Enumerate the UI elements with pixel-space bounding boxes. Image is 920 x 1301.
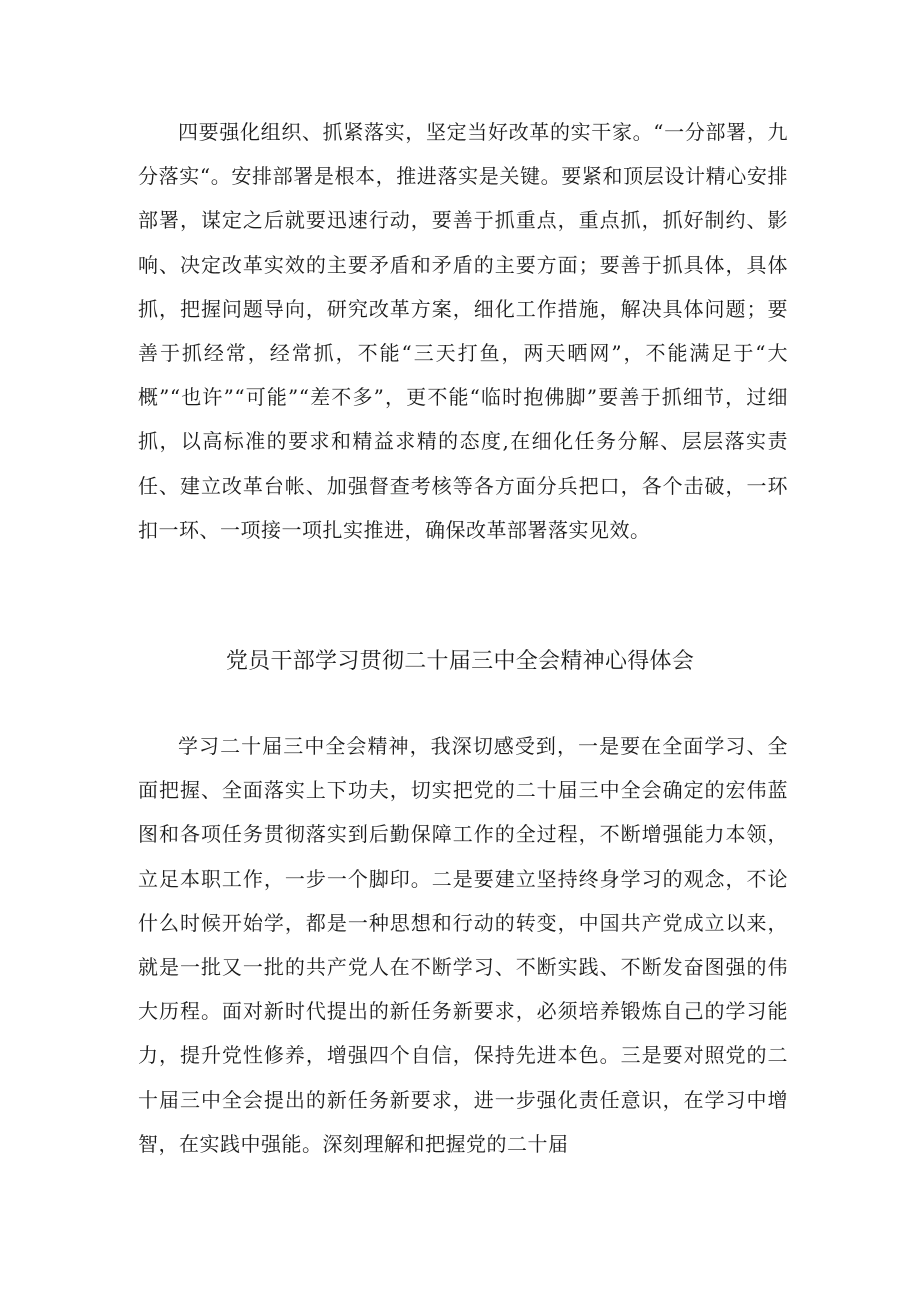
section-title: 党员干部学习贯彻二十届三中全会精神心得体会 xyxy=(225,649,695,674)
body-paragraph-2: 学习二十届三中全会精神，我深切感受到，一是要在全面学习、全面把握、全面落实上下功夫，切实把党的二十届三中全会确定的宏伟蓝图和各项任务贯彻落实到后勤保障工作的全过程，不断增强能力本领，立足本职工作，一步一个脚印。二是要建立坚持终身学习的观念，不论什么时候开始学，都是一种思想和行动的转变，中国共产党成立以来，就是一批又一批的共产党人在不断学习、不断实践、不断发奋图强的伟大历程。面对新时代提出的新任务新要求，必须培养锻炼自己的学习能力，提升党性修养，增强四个自信，保持先进本色。三是要对照党的二十届三中全会提出的新任务新要求，进一步强化责任意识，在学习中增智，在实践中强能。深刻理解和把握党的二十届 xyxy=(138,734,788,1156)
body-paragraph-1: 四要强化组织、抓紧落实，坚定当好改革的实干家。“一分部署，九分落实“。安排部署是根本，推进落实是关键。要紧和顶层设计精心安排部署，谋定之后就要迅速行动，要善于抓重点，重点抓，抓好制约、影响、决定改革实效的主要矛盾和矛盾的主要方面；要善于抓具体，具体抓，把握问题导向，研究改革方案，细化工作措施，解决具体问题；要善于抓经常，经常抓，不能“三天打鱼，两天晒网”，不能满足于“大概”“也许”“可能”“差不多”，更不能“临时抱佛脚”要善于抓细节，过细抓，以高标准的要求和精益求精的态度,在细化任务分解、层层落实责任、建立改革台帐、加强督查考核等各方面分兵把口，各个击破，一环扣一环、一项接一项扎实推进，确保改革部署落实见效。 xyxy=(138,120,788,542)
